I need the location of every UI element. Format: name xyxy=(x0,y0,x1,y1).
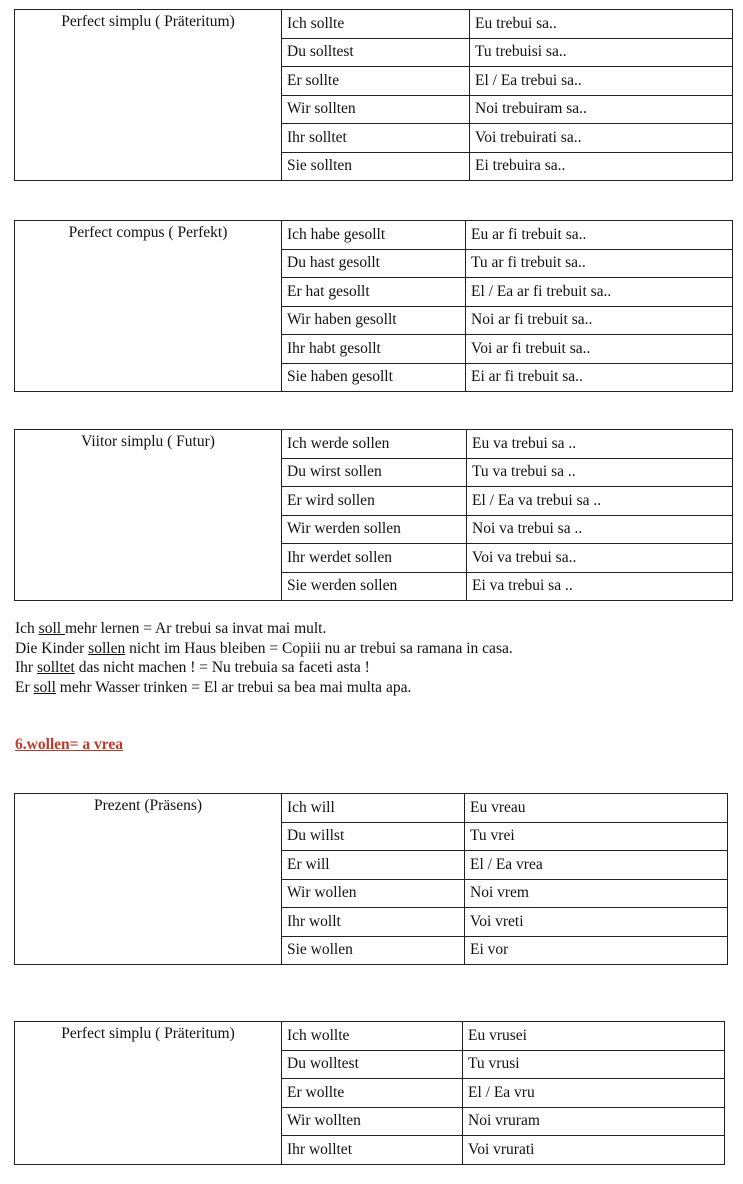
tense-label: Perfect simplu ( Präteritum) xyxy=(15,10,282,181)
table-body xyxy=(15,794,728,965)
german-form: Wir haben gesollt xyxy=(282,306,466,335)
example-sentences xyxy=(15,619,513,697)
tense-label: Viitor simplu ( Futur) xyxy=(15,430,282,601)
german-form: Ich will xyxy=(282,794,465,823)
german-form: Er wollte xyxy=(282,1079,463,1108)
modal-verb: sollen xyxy=(88,639,126,657)
german-form: Er wird sollen xyxy=(282,487,467,516)
romanian-translation: Tu vrusi xyxy=(463,1050,725,1079)
table-row xyxy=(15,221,733,250)
table-body xyxy=(15,221,733,392)
german-form: Sie wollen xyxy=(282,936,465,965)
modal-verb: soll xyxy=(38,620,65,637)
table-body xyxy=(15,1022,725,1165)
table-body xyxy=(15,430,733,601)
romanian-translation: El / Ea vru xyxy=(463,1079,725,1108)
romanian-translation: Ei vor xyxy=(465,936,728,965)
romanian-translation: Noi ar fi trebuit sa.. xyxy=(466,306,733,335)
german-form: Ihr werdet sollen xyxy=(282,544,467,573)
romanian-translation: Voi trebuirati sa.. xyxy=(470,124,733,153)
romanian-translation: Eu trebui sa.. xyxy=(470,10,733,39)
conjugation-table-sollen-praeteritum xyxy=(14,9,733,181)
example-sentence xyxy=(15,658,513,678)
romanian-translation: Tu vrei xyxy=(465,822,728,851)
table-body xyxy=(15,10,733,181)
romanian-translation: El / Ea vrea xyxy=(465,851,728,880)
german-form: Ihr solltet xyxy=(282,124,470,153)
german-form: Ihr wolltet xyxy=(282,1136,463,1165)
german-form: Du willst xyxy=(282,822,465,851)
romanian-translation: Tu va trebui sa .. xyxy=(467,458,733,487)
romanian-translation: Tu trebuisi sa.. xyxy=(470,38,733,67)
romanian-translation: Ei va trebui sa .. xyxy=(467,572,733,601)
german-form: Er will xyxy=(282,851,465,880)
german-form: Ich habe gesollt xyxy=(282,221,466,250)
romanian-translation: El / Ea va trebui sa .. xyxy=(467,487,733,516)
romanian-translation: El / Ea trebui sa.. xyxy=(470,67,733,96)
sentence-start: Er xyxy=(15,678,34,696)
tense-label: Perfect simplu ( Präteritum) xyxy=(15,1022,282,1165)
german-form: Ich werde sollen xyxy=(282,430,467,459)
german-form: Sie sollten xyxy=(282,152,470,181)
romanian-translation: Noi vruram xyxy=(463,1107,725,1136)
romanian-translation: Eu ar fi trebuit sa.. xyxy=(466,221,733,250)
tense-label: Perfect compus ( Perfekt) xyxy=(15,221,282,392)
sentence-start: Ihr xyxy=(15,659,37,677)
german-form: Wir wollten xyxy=(282,1107,463,1136)
german-form: Wir sollten xyxy=(282,95,470,124)
conjugation-table-sollen-futur xyxy=(14,429,733,601)
sentence-start: Ich xyxy=(15,620,39,637)
table-row xyxy=(15,430,733,459)
romanian-translation: Voi ar fi trebuit sa.. xyxy=(466,335,733,364)
sentence-rest: mehr Wasser trinken = El ar trebui sa bea mai multa apa. xyxy=(55,678,412,696)
example-sentence xyxy=(15,619,513,639)
romanian-translation: Noi trebuiram sa.. xyxy=(470,95,733,124)
german-form: Ihr habt gesollt xyxy=(282,335,466,364)
romanian-translation: Eu vrusei xyxy=(463,1022,725,1051)
romanian-translation: El / Ea ar fi trebuit sa.. xyxy=(466,278,733,307)
sentence-rest: mehr lernen = Ar trebui sa invat mai mult. xyxy=(64,620,327,637)
sentence-rest: das nicht machen ! = Nu trebuia sa faceti asta ! xyxy=(74,659,370,677)
sentence-start: Die Kinder xyxy=(15,639,89,657)
romanian-translation: Ei ar fi trebuit sa.. xyxy=(466,363,733,392)
german-form: Ich wollte xyxy=(282,1022,463,1051)
tense-label: Prezent (Präsens) xyxy=(15,794,282,965)
german-form: Ihr wollt xyxy=(282,908,465,937)
conjugation-table-wollen-praesens xyxy=(14,793,728,965)
romanian-translation: Ei trebuira sa.. xyxy=(470,152,733,181)
table-row xyxy=(15,794,728,823)
table-row xyxy=(15,10,733,39)
german-form: Er sollte xyxy=(282,67,470,96)
romanian-translation: Eu va trebui sa .. xyxy=(467,430,733,459)
german-form: Ich sollte xyxy=(282,10,470,39)
table-row xyxy=(15,1022,725,1051)
german-form: Sie haben gesollt xyxy=(282,363,466,392)
german-form: Du wirst sollen xyxy=(282,458,467,487)
sentence-rest: nicht im Haus bleiben = Copiii nu ar trebui sa ramana in casa. xyxy=(125,639,513,657)
german-form: Du hast gesollt xyxy=(282,249,466,278)
german-form: Wir werden sollen xyxy=(282,515,467,544)
romanian-translation: Eu vreau xyxy=(465,794,728,823)
example-sentence xyxy=(15,678,513,698)
romanian-translation: Voi va trebui sa.. xyxy=(467,544,733,573)
romanian-translation: Voi vrurati xyxy=(463,1136,725,1165)
romanian-translation: Noi vrem xyxy=(465,879,728,908)
section-heading: 6.wollen= a vrea xyxy=(15,736,123,753)
conjugation-table-sollen-perfekt xyxy=(14,220,733,392)
romanian-translation: Voi vreti xyxy=(465,908,728,937)
modal-verb: soll xyxy=(33,678,56,696)
romanian-translation: Tu ar fi trebuit sa.. xyxy=(466,249,733,278)
german-form: Du wolltest xyxy=(282,1050,463,1079)
modal-verb: solltet xyxy=(36,659,75,677)
german-form: Wir wollen xyxy=(282,879,465,908)
romanian-translation: Noi va trebui sa .. xyxy=(467,515,733,544)
conjugation-table-wollen-praeteritum xyxy=(14,1021,725,1165)
example-sentence xyxy=(15,639,513,659)
german-form: Er hat gesollt xyxy=(282,278,466,307)
german-form: Du solltest xyxy=(282,38,470,67)
german-form: Sie werden sollen xyxy=(282,572,467,601)
